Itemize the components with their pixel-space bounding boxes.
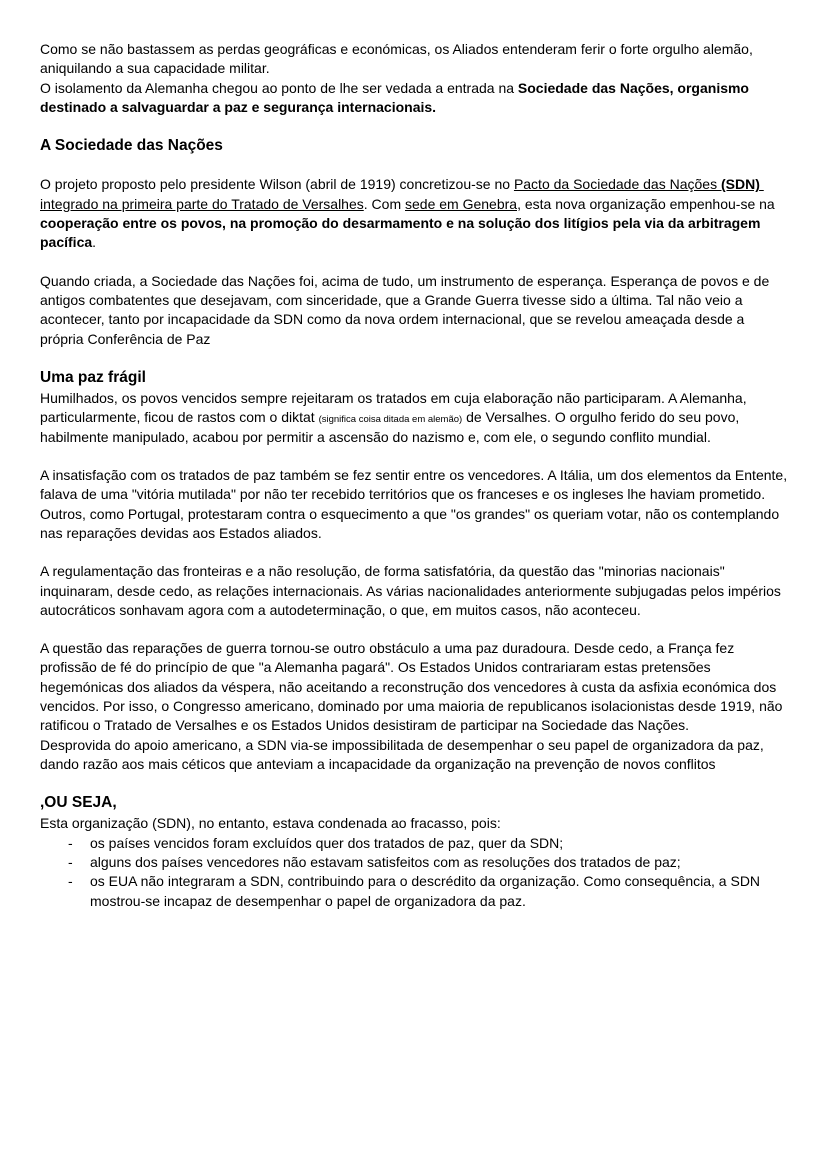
text-run: A questão das reparações de guerra tornou-se outro obstáculo a uma paz duradoura. Desde cedo, a França fez profissão de fé do princípio de que "a Alemanha pagará". Os Estados Unidos contrariaram estas pretensões hegemónicas dos aliados da véspera, não aceitando a reconstrução dos vencedores à custa da asfixia económica dos vencidos. Por isso, o Congresso americano, dominado por uma maioria de republicanos isolacionistas desde 1919, não ratificou o Tratado de Versalhes e os Estados Unidos desistiram de participar na Sociedade das Nações. Desprovida do apoio americano, a SDN via-se impossibilitada de desempenhar o seu papel de organizadora da paz, dando razão aos mais céticos que anteviam a incapacidade da organização na prevenção de novos conflitos <box>40 640 783 773</box>
text-run: . <box>92 234 97 251</box>
text-run: (significa coisa ditada em alemão) <box>318 414 463 426</box>
list-item-text: os EUA não integraram a SDN, contribuindo para o descrédito da organização. Como consequência, a SDN mostrou-se incapaz de desempenhar o papel de organizadora da paz. <box>90 873 761 909</box>
list-marker: - <box>68 834 73 851</box>
text-run: A regulamentação das fronteiras e a não resolução, de forma satisfatória, da questão das "minorias nacionais" inquinaram, desde cedo, as relações internacionais. As várias nacionalidades anteriormente subjugadas pelos impérios autocráticos sonhavam agora com a autodeterminação, o que, em muitos casos, não aconteceu. <box>40 563 785 618</box>
section-heading: A Sociedade das Nações <box>40 137 223 155</box>
text-run: O projeto proposto pelo presidente Wilson (abril de 1919) concretizou-se no <box>40 176 514 193</box>
text-run: integrado na primeira parte do Tratado de Versalhes <box>40 176 764 212</box>
paragraph <box>40 175 790 252</box>
text-run: de Versalhes. O orgulho ferido do seu povo, habilmente manipulado, acabou por permitir a ascensão do nazismo e, com ele, o segundo conflito mundial. <box>40 409 744 445</box>
text-run: Esta organização (SDN), no entanto, estava condenada ao fracasso, pois: <box>40 815 501 832</box>
paragraph <box>40 562 790 620</box>
text-run: A insatisfação com os tratados de paz também se fez sentir entre os vencedores. A Itália, um dos elementos da Entente, falava de uma "vitória mutilada" por não ter recebido territórios que os franceses e os ingleses lhe haviam prometido. Outros, como Portugal, protestaram contra o esquecimento a que "os grandes" os queriam votar, não os contemplando nas reparações devidas aos Estados aliados. <box>40 466 791 541</box>
text-run: Pacto da Sociedade das Nações <box>513 176 721 193</box>
paragraph <box>40 814 790 833</box>
list-item <box>68 853 790 872</box>
text-run: cooperação entre os povos, na promoção do desarmamento e na solução dos litígios pela via da arbitragem pacífica <box>40 215 765 251</box>
paragraph <box>40 466 790 543</box>
section-heading: ,OU SEJA, <box>40 794 117 812</box>
list-marker: - <box>68 854 73 871</box>
list-item <box>68 834 790 853</box>
paragraph <box>40 40 790 117</box>
text-run: Quando criada, a Sociedade das Nações foi, acima de tudo, um instrumento de esperança. Esperança de povos e de antigos combatentes que desejavam, com sinceridade, que a Grande Guerra tivesse sido a última. Tal não veio a acontecer, tanto por incapacidade da SDN como da nova ordem internacional, que se revelou ameaçada desde a própria Conferência de Paz <box>40 272 774 347</box>
text-run: (SDN) <box>720 176 760 193</box>
list-item <box>68 872 790 911</box>
paragraph <box>40 272 790 349</box>
list-item-text: os países vencidos foram excluídos quer dos tratados de paz, quer da SDN; <box>90 834 564 851</box>
dash-list <box>40 834 790 911</box>
text-run: Sociedade das Nações, organismo destinado a salvaguardar a paz e segurança internacionais. <box>40 79 753 115</box>
paragraph <box>40 639 790 774</box>
text-run: . Com <box>363 195 405 212</box>
list-item-text: alguns dos países vencedores não estavam satisfeitos com as resoluções dos tratados de paz; <box>90 854 681 871</box>
paragraph <box>40 389 790 447</box>
text-run: sede em Genebra, <box>405 195 521 212</box>
section-heading: Uma paz frágil <box>40 368 146 386</box>
text-run: Humilhados, os povos vencidos sempre rejeitaram os tratados em cuja elaboração não participaram. A Alemanha, particularmente, ficou de rastos com o diktat <box>40 390 751 426</box>
text-run: Como se não bastassem as perdas geográficas e económicas, os Aliados entenderam ferir o forte orgulho alemão, aniquilando a sua capacidade militar. O isolamento da Alemanha chegou ao ponto de lhe ser vedada a entrada na <box>40 41 753 96</box>
list-marker: - <box>68 873 73 890</box>
document-body <box>40 40 790 911</box>
text-run: esta nova organização empenhou-se na <box>520 195 779 212</box>
